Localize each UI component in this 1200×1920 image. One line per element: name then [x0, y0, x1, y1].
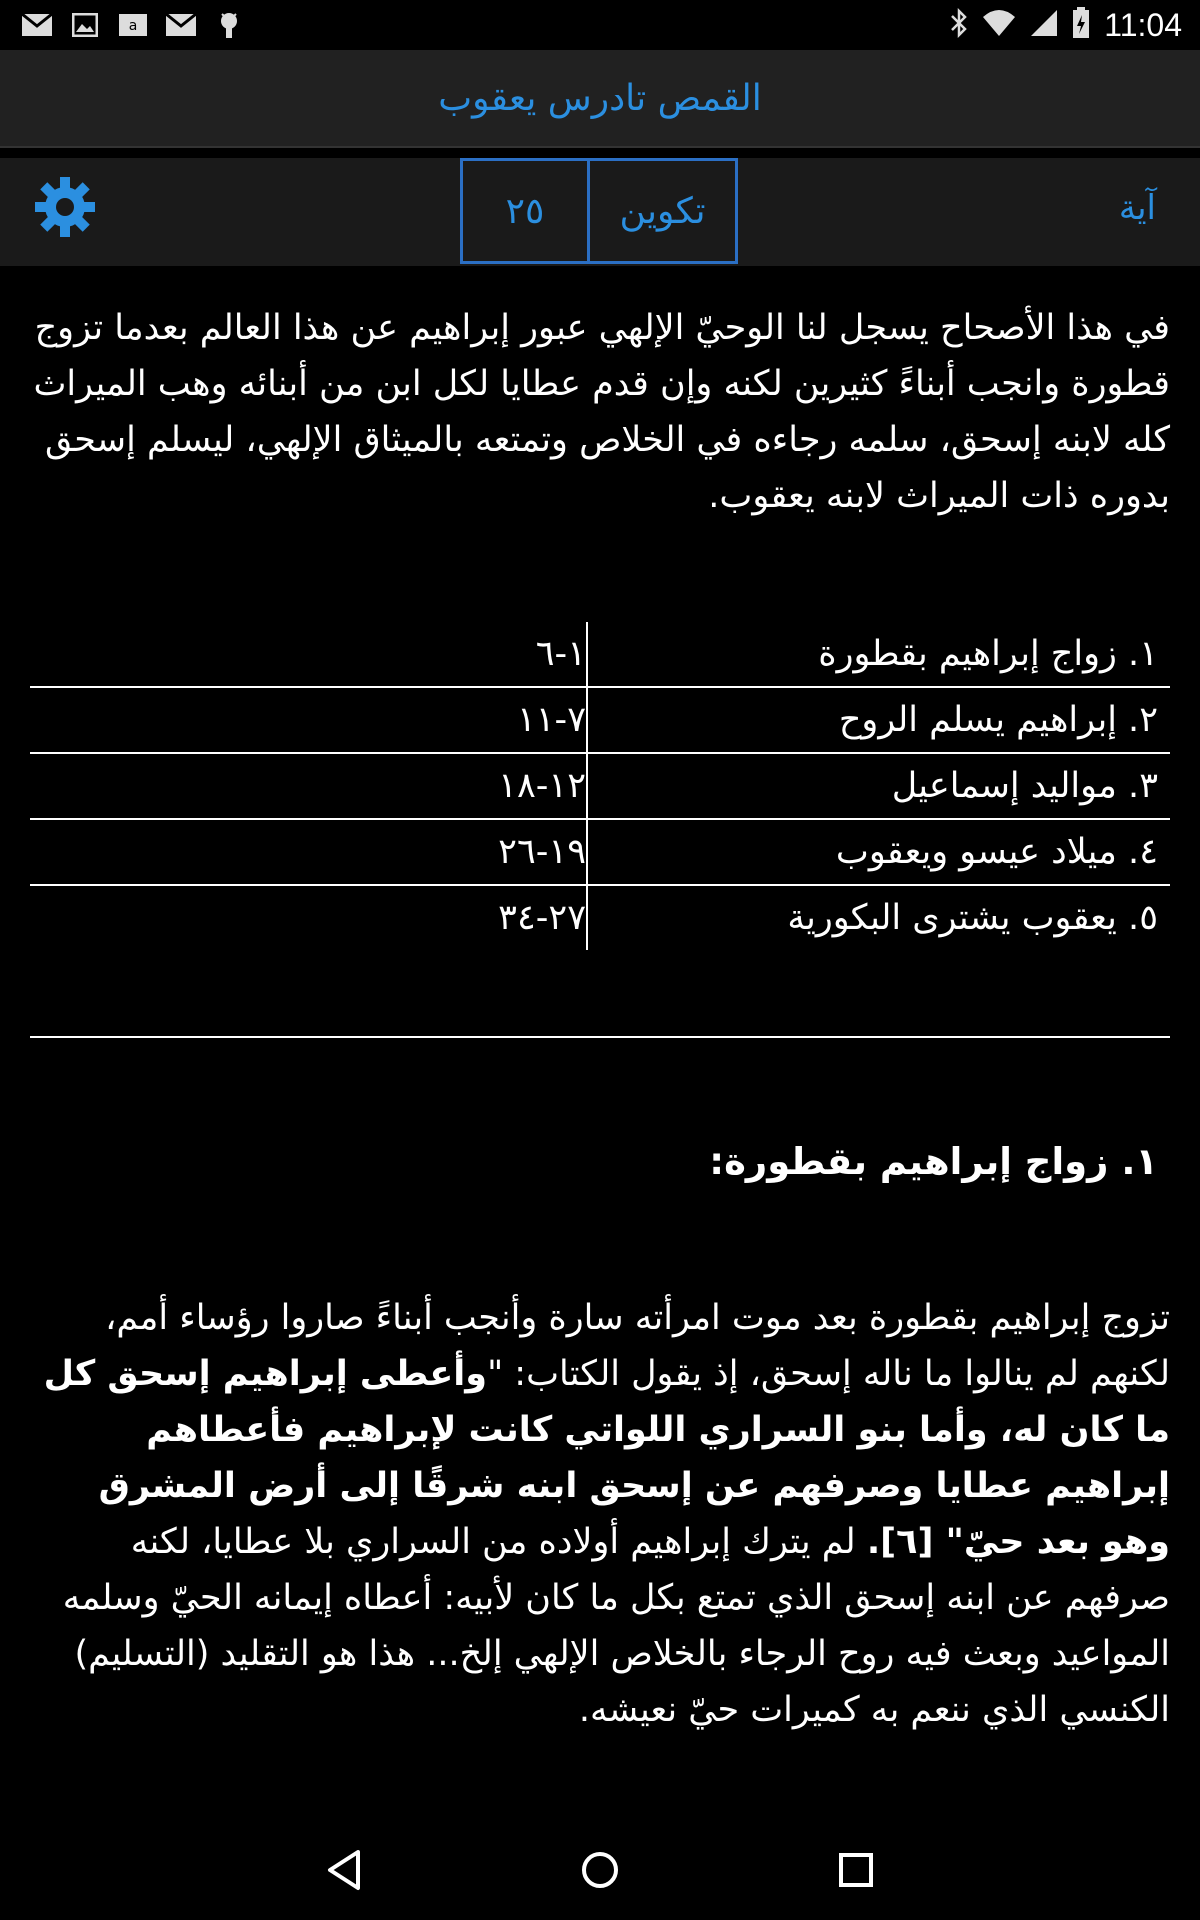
intro-paragraph: في هذا الأصحاح يسجل لنا الوحيّ الإلهي عبور إبراهيم عن هذا العالم بعدما تزوج قطورة وانجب أبناءً كثيرين لكنه وإن قدم عطايا لكل ابن من أبنائه وهب الميراث كله لابنه إسحق، سلمه رجاءه في الخلاص وتمتعه بالميثاق الإلهي، ليسلم إسحق بدوره ذات الميراث لابنه يعقوب.	[33, 308, 1170, 516]
outline-range: ٢٧-٣٤	[498, 898, 586, 938]
amazon-books-icon	[116, 11, 150, 39]
notification-icons	[20, 9, 246, 41]
outline-title: ٤. ميلاد عيسو ويعقوب	[587, 819, 1170, 885]
book-button[interactable]: تكوين	[619, 190, 706, 232]
mail-icon	[20, 11, 54, 39]
section-text: لم يترك إبراهيم أولاده من السراري بلا عطايا، لكنه صرفهم عن ابنه إسحق الذي تمتع بكل ما كان لأبيه: أعطاه إيمانه الحيّ وسلمه المواعيد وبعث فيه روح الرجاء بالخلاص الإلهي إلخ... هذا هو التقليد (التسليم) الكنسي الذي ننعم به كميرات حيّ نعيشه.	[62, 1522, 1170, 1730]
outline-table	[30, 622, 1170, 950]
signal-icon	[1030, 9, 1058, 41]
toolbar	[0, 158, 1200, 266]
navigation-bar	[0, 1820, 1200, 1920]
table-row	[30, 885, 1170, 950]
section-text: تزوج إبراهيم بقطورة بعد موت امرأته سارة وأنجب أبناءً صاروا رؤساء أمم، لكنهم لم ينالوا ما ناله إسحق، إذ يقول الكتاب: "	[105, 1298, 1170, 1394]
image-icon	[68, 11, 102, 39]
app-title-bar	[0, 50, 1200, 148]
recents-icon[interactable]	[826, 1840, 886, 1900]
app-title: القمص تادرس يعقوب	[438, 77, 762, 119]
outline-title: ١. زواج إبراهيم بقطورة	[587, 622, 1170, 687]
status-time: 11:04	[1104, 6, 1182, 43]
outline-title: ٥. يعقوب يشترى البكورية	[587, 885, 1170, 950]
divider	[30, 1036, 1170, 1038]
table-row	[30, 819, 1170, 885]
status-bar	[0, 0, 1200, 50]
outline-title: ٣. مواليد إسماعيل	[587, 753, 1170, 819]
verse-button[interactable]: آية	[1118, 188, 1156, 228]
chapter-selector	[460, 158, 738, 264]
outline-title: ٢. إبراهيم يسلم الروح	[587, 687, 1170, 753]
outline-range: ٧-١١	[30, 687, 587, 753]
section-paragraph	[30, 1290, 1170, 1738]
outline-range: ١٢-١٨	[30, 753, 587, 819]
table-row	[30, 622, 1170, 687]
android-icon	[212, 11, 246, 39]
table-row	[30, 687, 1170, 753]
back-icon[interactable]	[314, 1840, 374, 1900]
svg-text:a: a	[128, 18, 138, 34]
content	[30, 300, 1170, 524]
battery-icon	[1072, 7, 1090, 43]
mail-icon	[164, 11, 198, 39]
outline-range: ١٩-٢٦	[30, 819, 587, 885]
section-heading: ١. زواج إبراهيم بقطورة:	[709, 1140, 1158, 1183]
bluetooth-icon	[950, 8, 968, 42]
outline-range: ١-٦	[30, 622, 587, 687]
gear-icon[interactable]	[30, 172, 100, 242]
scripture-quote: وأعطى إبراهيم إسحق كل ما كان له، وأما بنو السراري اللواتي كانت لإبراهيم فأعطاهم إبراهيم عطايا وصرفهم عن إسحق ابنه شرقًا إلى أرض المشرق وهو بعد حيّ" [٦].	[43, 1354, 1170, 1562]
home-icon[interactable]	[570, 1840, 630, 1900]
chapter-button[interactable]: ٢٥	[463, 161, 590, 261]
table-row	[30, 753, 1170, 819]
wifi-icon	[982, 9, 1016, 41]
